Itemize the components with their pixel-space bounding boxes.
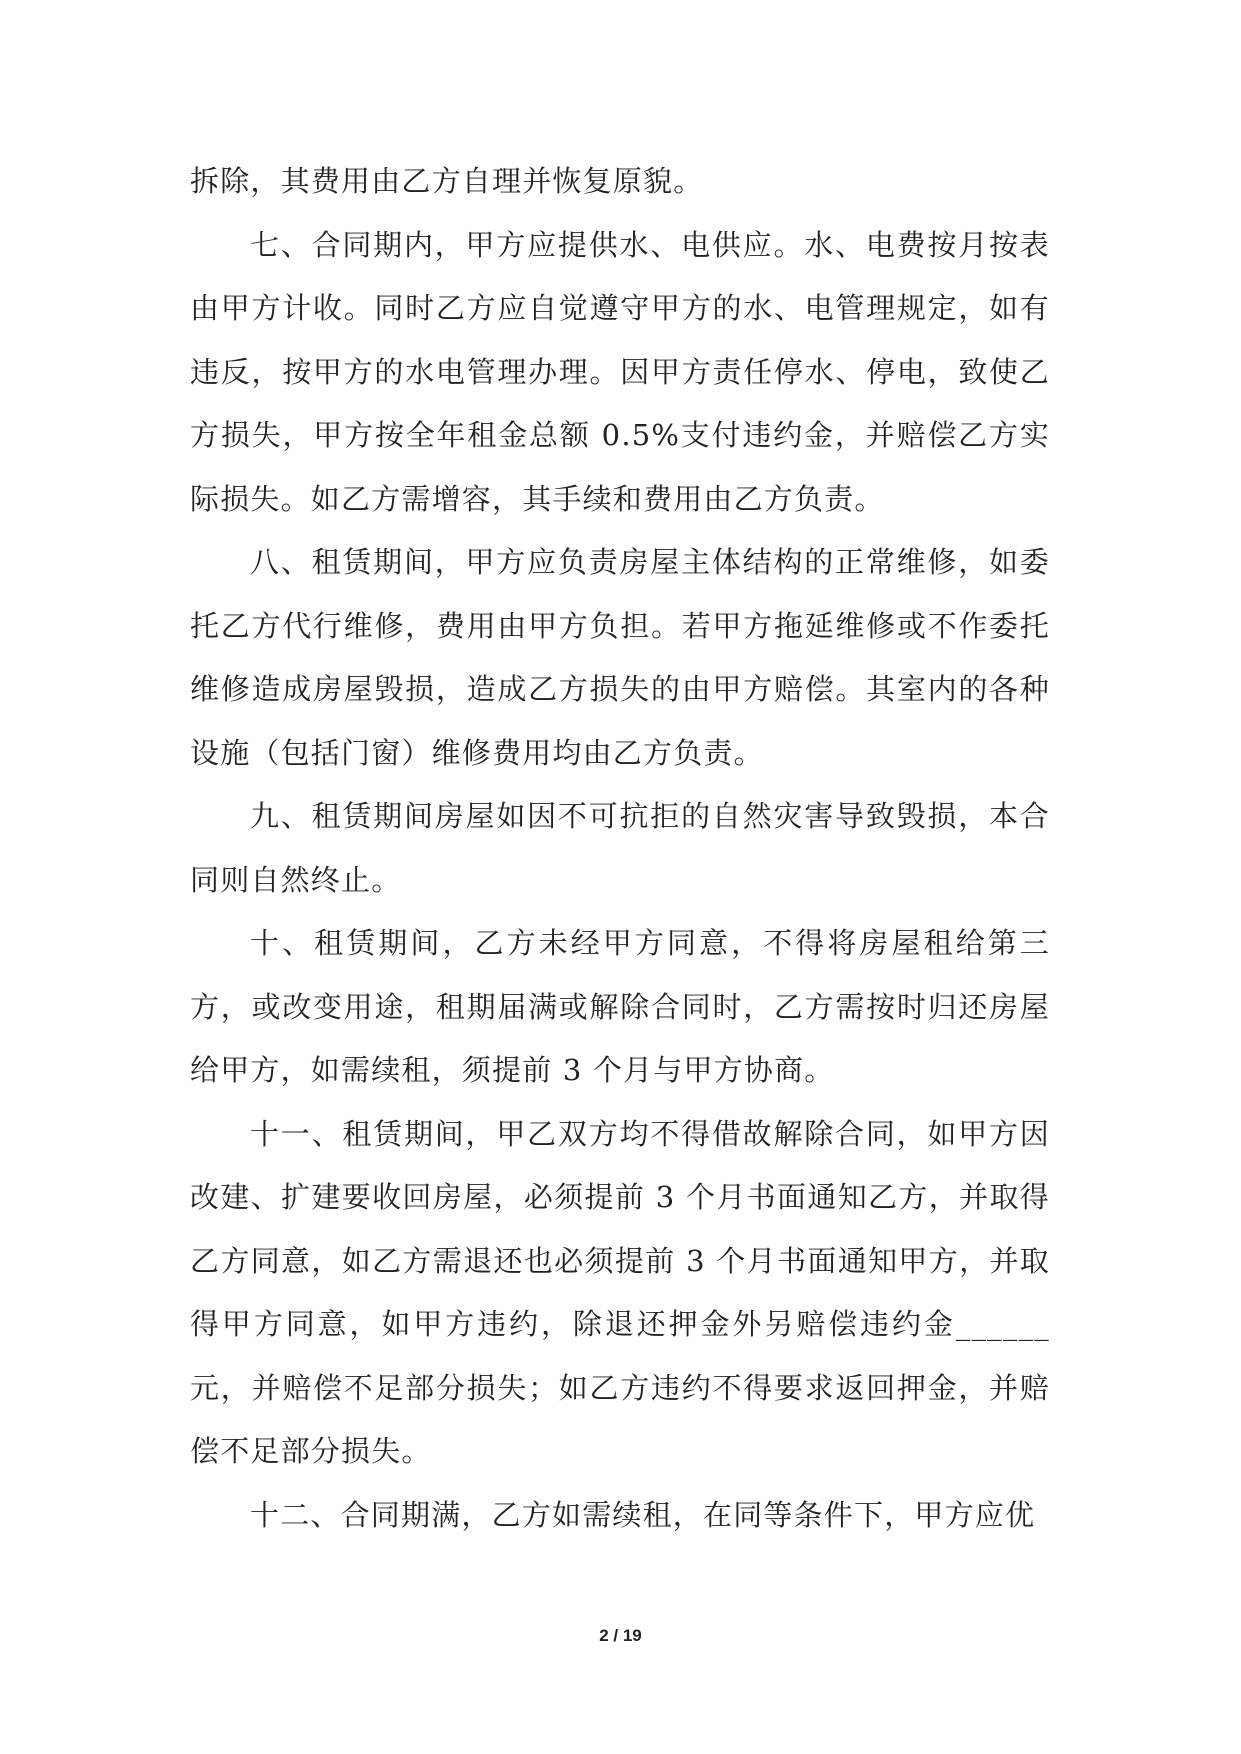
paragraph-continuation: 拆除，其费用由乙方自理并恢复原貌。 [190,164,704,198]
paragraph-clause-10: 十、租赁期间，乙方未经甲方同意，不得将房屋租给第三方，或改变用途，租期届满或解除合同时，乙方需按时归还房屋给甲方，如需续租，须提前 3 个月与甲方协商。 [190,926,1050,1087]
paragraph-clause-11: 十一、租赁期间，甲乙双方均不得借故解除合同，如甲方因改建、扩建要收回房屋，必须提前 3 个月书面通知乙方，并取得乙方同意，如乙方需退还也必须提前 3 个月书面通知甲方，并取得甲方同意，如甲方违约，除退还押金外另赔偿违约金______元，并赔偿不足部分损失；如乙方违约不得要求返回押金，并赔偿不足部分损失。 [190,1116,1050,1468]
paragraph-clause-12: 十二、合同期满，乙方如需续租，在同等条件下，甲方应优 [250,1497,1036,1532]
paragraph-clause-8: 八、租赁期间，甲方应负责房屋主体结构的正常维修，如委托乙方代行维修，费用由甲方负担。若甲方拖延维修或不作委托维修造成房屋毁损，造成乙方损失的由甲方赔偿。其室内的各种设施（包括门窗）维修费用均由乙方负责。 [190,545,1050,770]
document-body [190,150,1050,1547]
paragraph-clause-7: 七、合同期内，甲方应提供水、电供应。水、电费按月按表由甲方计收。同时乙方应自觉遵守甲方的水、电管理规定，如有违反，按甲方的水电管理办理。因甲方责任停水、停电，致使乙方损失，甲方按全年租金总额 0.5%支付违约金，并赔偿乙方实际损失。如乙方需增容，其手续和费用由乙方负责。 [190,227,1050,516]
page-number: 2 / 19 [599,1626,642,1645]
paragraph-clause-9: 九、租赁期间房屋如因不可抗拒的自然灾害导致毁损，本合同则自然终止。 [190,799,1050,897]
